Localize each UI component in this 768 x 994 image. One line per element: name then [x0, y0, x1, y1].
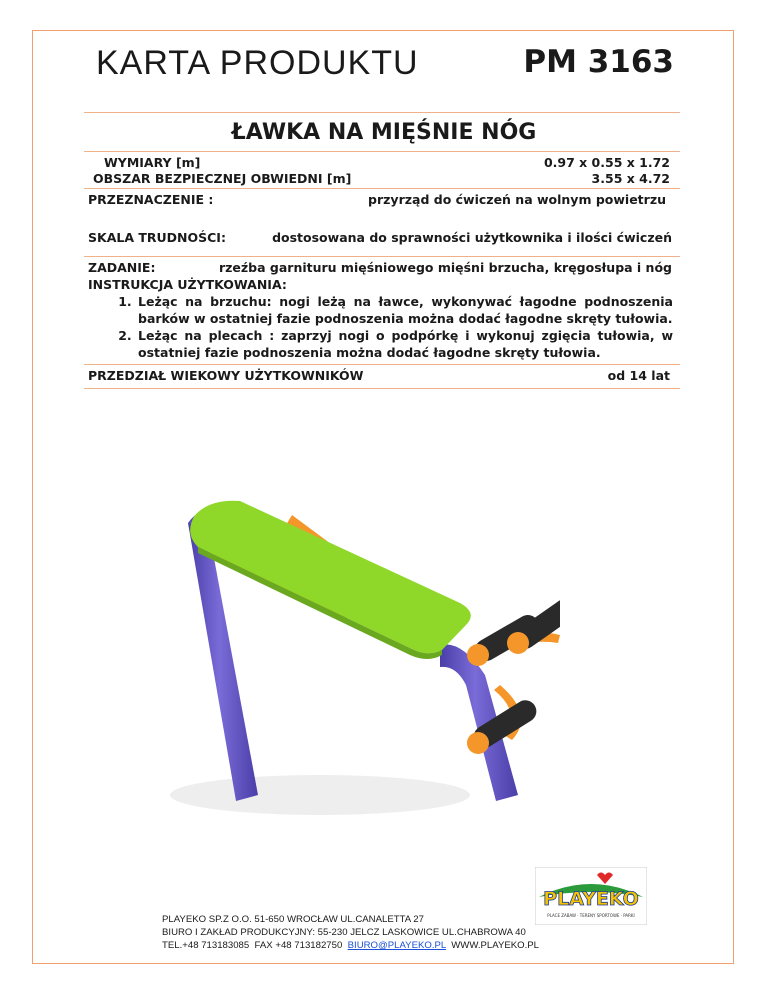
divider	[84, 112, 680, 113]
shadow	[170, 775, 470, 815]
dimensions-label: WYMIARY [m]	[104, 155, 201, 170]
age-range-value: od 14 lat	[607, 368, 670, 383]
safety-area-value: 3.55 x 4.72	[591, 171, 670, 186]
divider	[84, 188, 680, 189]
dimensions-value: 0.97 x 0.55 x 1.72	[543, 155, 670, 170]
instruction-step: 1. Leżąc na brzuchu: nogi leżą na ławce, wykonywać łagodne podnoszenia barków w ostatniej fazie podnoszenia można dodać łagodne skręty tułowia.	[136, 293, 673, 327]
footer-address: PLAYEKO SP.Z O.O. 51-650 WROCŁAW UL.CANALETTA 27	[162, 914, 424, 925]
bench-seat	[190, 501, 471, 653]
instructions	[88, 276, 673, 361]
divider	[84, 151, 680, 152]
purpose-value: przyrząd do ćwiczeń na wolnym powietrzu	[368, 192, 666, 207]
footer-contact	[162, 939, 539, 952]
divider	[84, 364, 680, 365]
product-illustration	[140, 475, 560, 835]
instruction-step: 2. Leżąc na plecach : zaprzyj nogi o podpórkę i wykonuj zgięcia tułowia, w ostatniej fazie podnoszenia można dodać łagodne skręty tułowia.	[136, 327, 673, 361]
safety-area-label: OBSZAR BEZPIECZNEJ OBWIEDNI [m]	[93, 171, 352, 186]
website-text: WWW.PLAYEKO.PL	[445, 940, 540, 951]
divider	[84, 388, 680, 389]
age-range-label: PRZEDZIAŁ WIEKOWY UŻYTKOWNIKÓW	[88, 368, 364, 383]
footer	[162, 913, 539, 952]
instructions-label: INSTRUKCJA UŻYTKOWANIA:	[88, 277, 287, 292]
product-code: PM 3163	[523, 44, 674, 80]
purpose-label: PRZEZNACZENIE :	[88, 192, 214, 207]
email-link[interactable]: BIURO@PLAYEKO.PL	[347, 940, 446, 951]
divider	[84, 256, 680, 257]
playeko-logo	[535, 867, 647, 925]
difficulty-value: dostosowana do sprawności użytkownika i ilości ćwiczeń	[272, 230, 672, 245]
task-value: rzeźba garnituru mięśniowego mięśni brzucha, kręgosłupa i nóg	[218, 260, 672, 275]
logo-text: PLAYEKO	[543, 888, 639, 910]
difficulty-label: SKALA TRUDNOŚCI:	[88, 230, 226, 245]
footer-office: BIURO I ZAKŁAD PRODUKCYJNY: 55-230 JELCZ LASKOWICE UL.CHABROWA 40	[162, 927, 526, 938]
task-label: ZADANIE:	[88, 260, 156, 275]
logo-tagline: PLACE ZABAW · TERENY SPORTOWE · PARKI	[547, 913, 635, 918]
document-title: KARTA PRODUKTU	[96, 44, 419, 82]
instructions-list	[88, 293, 673, 361]
footer-phone: TEL.+48 713183085 FAX +48 713182750	[162, 940, 348, 951]
product-name: ŁAWKA NA MIĘŚNIE NÓG	[231, 120, 537, 145]
